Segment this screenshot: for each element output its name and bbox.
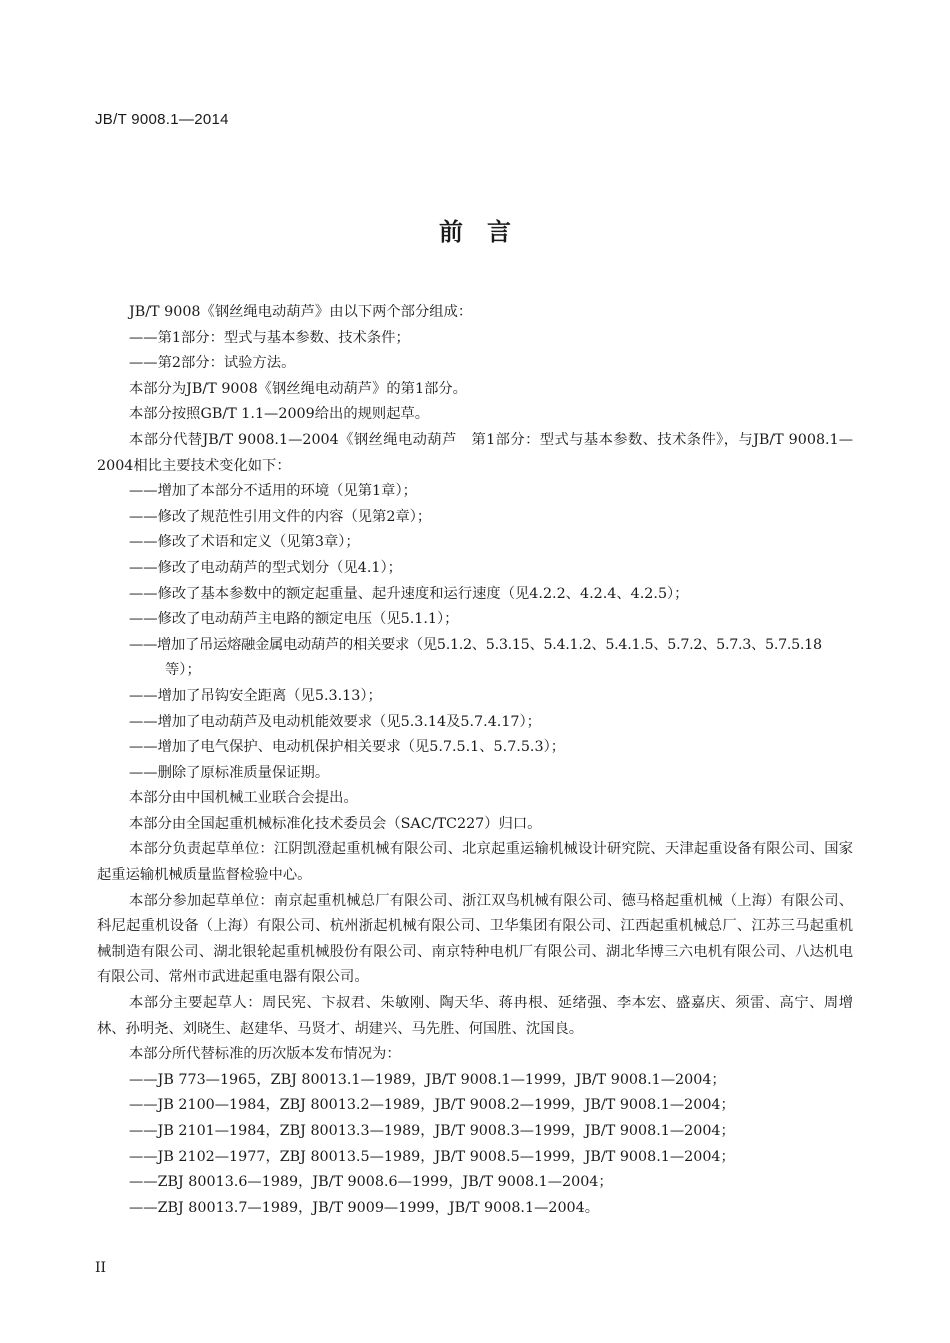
list-item: ——增加了本部分不适用的环境（见第1章）； — [129, 483, 417, 500]
page-number: II — [95, 1260, 107, 1276]
list-item: ——增加了吊运熔融金属电动葫芦的相关要求（见5.1.2、5.3.15、5.4.1.2、5.4.1.5、5.7.2、5.7.3、5.7.5.18 — [129, 636, 822, 653]
list-item-continuation: 等）； — [165, 662, 201, 679]
list-item: ——修改了基本参数中的额定起重量、起升速度和运行速度（见4.2.2、4.2.4、4.2.5）； — [129, 585, 689, 602]
list-item: ——第2部分：试验方法。 — [129, 355, 296, 372]
paragraph: 本部分由中国机械工业联合会提出。 — [129, 790, 358, 807]
paragraph: 本部分主要起草人：周民宪、卞叔君、朱敏刚、陶天华、蒋冉根、延绪强、李本宏、盛嘉庆、须雷、高宁、周增林、孙明尧、刘晓生、赵建华、马贤才、胡建兴、马先胜、何国胜、沈国良。 — [97, 995, 853, 1037]
foreword-body — [97, 300, 853, 1221]
list-item: ——JB 2100—1984，ZBJ 80013.2—1989，JB/T 9008.2—1999，JB/T 9008.1—2004； — [129, 1097, 735, 1114]
paragraph: JB/T 9008《钢丝绳电动葫芦》由以下两个部分组成： — [129, 304, 473, 320]
list-item: ——增加了吊钩安全距离（见5.3.13）； — [129, 687, 382, 704]
paragraph: 本部分为JB/T 9008《钢丝绳电动葫芦》的第1部分。 — [129, 380, 467, 397]
paragraph: 本部分代替JB/T 9008.1—2004《钢丝绳电动葫芦 第1部分：型式与基本参数、技术条件》，与JB/T 9008.1—2004相比主要技术变化如下： — [97, 431, 853, 474]
page-title: 前 言 — [439, 218, 511, 246]
paragraph: 本部分按照GB/T 1.1—2009给出的规则起草。 — [129, 406, 430, 423]
paragraph: 本部分所代替标准的历次版本发布情况为： — [129, 1046, 401, 1063]
list-item: ——修改了电动葫芦主电路的额定电压（见5.1.1）； — [129, 611, 459, 628]
list-item: ——JB 2102—1977，ZBJ 80013.5—1989，JB/T 9008.5—1999，JB/T 9008.1—2004； — [129, 1148, 735, 1165]
list-item: ——ZBJ 80013.6—1989，JB/T 9008.6—1999，JB/T 9008.1—2004； — [129, 1174, 613, 1191]
list-item: ——ZBJ 80013.7—1989，JB/T 9009—1999，JB/T 9008.1—2004。 — [129, 1199, 600, 1216]
list-item: ——修改了电动葫芦的型式划分（见4.1）； — [129, 559, 402, 576]
paragraph: 本部分参加起草单位：南京起重机械总厂有限公司、浙江双鸟机械有限公司、德马格起重机械（上海）有限公司、科尼起重机设备（上海）有限公司、杭州浙起机械有限公司、卫华集团有限公司、江西起重机械总厂、江苏三马起重机械制造有限公司、湖北银轮起重机械股份有限公司、南京特种电机厂有限公司、湖北华博三六电机有限公司、八达机电有限公司、常州市武进起重电器有限公司。 — [97, 892, 853, 986]
list-item: ——删除了原标准质量保证期。 — [129, 764, 330, 781]
paragraph: 本部分由全国起重机械标准化技术委员会（SAC/TC227）归口。 — [129, 815, 542, 832]
list-item: ——修改了术语和定义（见第3章）； — [129, 534, 360, 551]
paragraph: 本部分负责起草单位：江阴凯澄起重机械有限公司、北京起重运输机械设计研究院、天津起重设备有限公司、国家起重运输机械质量监督检验中心。 — [97, 841, 853, 884]
list-item: ——第1部分：型式与基本参数、技术条件； — [129, 329, 410, 346]
list-item: ——JB 773—1965，ZBJ 80013.1—1989，JB/T 9008.1—1999，JB/T 9008.1—2004； — [129, 1071, 726, 1088]
document-id: JB/T 9008.1—2014 — [95, 111, 229, 128]
list-item: ——修改了规范性引用文件的内容（见第2章）； — [129, 508, 432, 525]
list-item: ——增加了电动葫芦及电动机能效要求（见5.3.14及5.7.4.17）； — [129, 713, 541, 730]
list-item: ——增加了电气保护、电动机保护相关要求（见5.7.5.1、5.7.5.3）； — [129, 739, 566, 756]
list-item: ——JB 2101—1984，ZBJ 80013.3—1989，JB/T 9008.3—1999，JB/T 9008.1—2004； — [129, 1123, 735, 1139]
